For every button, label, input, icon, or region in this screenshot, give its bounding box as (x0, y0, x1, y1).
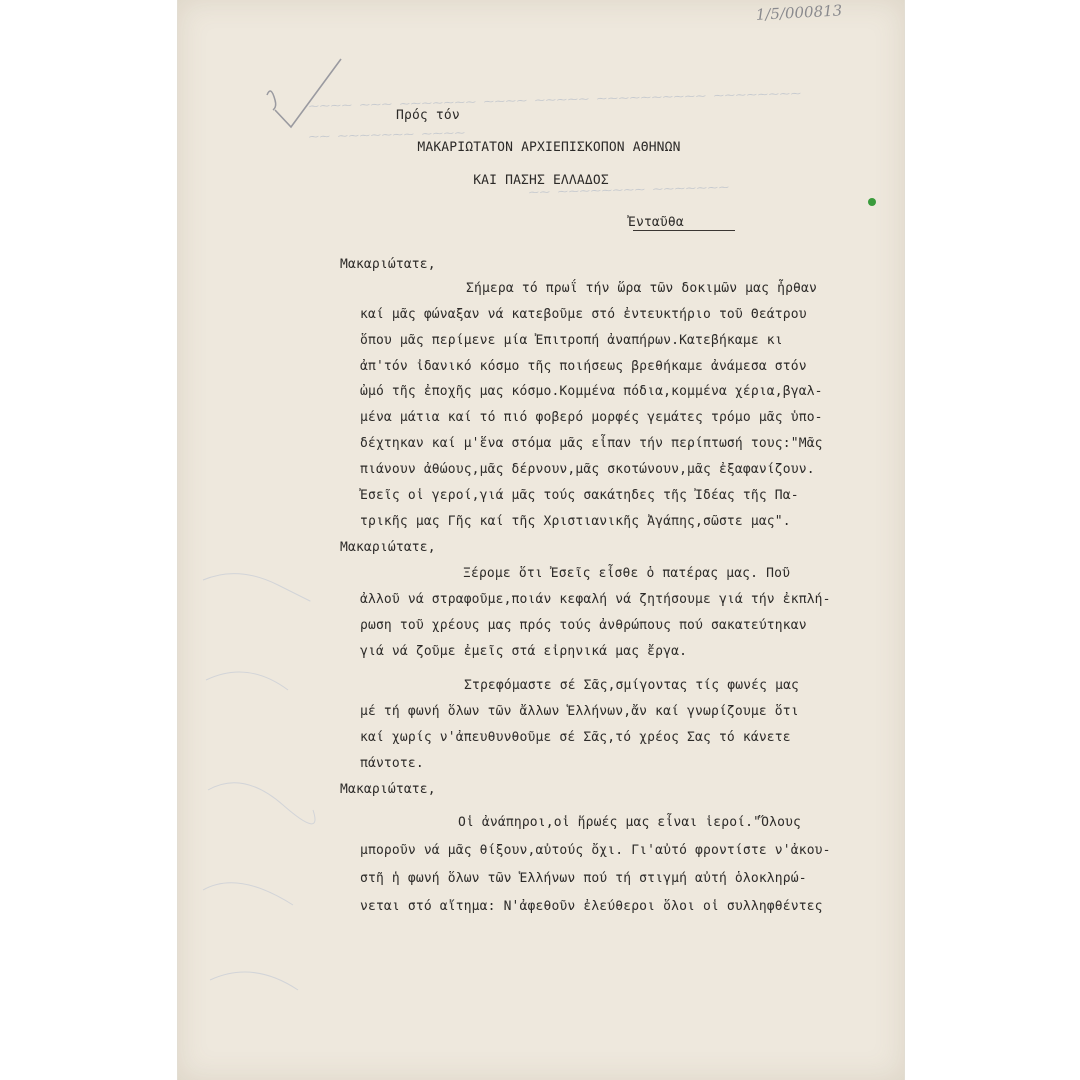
addressee-to: Πρός τόν (396, 108, 460, 123)
show-through-text: ⁓⁓⁓⁓ ⁓⁓⁓ ⁓⁓⁓⁓⁓⁓⁓ ⁓⁓⁓⁓ ⁓⁓⁓⁓⁓ ⁓⁓⁓⁓⁓⁓⁓⁓⁓⁓ ⁓⁓⁓⁓⁓⁓⁓⁓ (307, 88, 802, 113)
green-dot-mark (868, 198, 876, 206)
text-line: μποροῦν νά μᾶς θίξουν,αὐτούς ὄχι. Γι'αὐτό φροντίστε ν'ἀκου- (360, 843, 831, 858)
text-line: τρικῆς μας Γῆς καί τῆς Χριστιανικῆς Ἀγάπης,σῶστε μας". (360, 514, 791, 529)
text-line: νεται στό αἴτημα: Ν'ἀφεθοῦν ἐλεύθεροι ὅλοι οἱ συλληφθέντες (360, 899, 823, 914)
text-line: Ἐσεῖς οἱ γεροί,γιά μᾶς τούς σακάτηδες τῆς Ἰδέας τῆς Πα- (360, 488, 799, 503)
show-through-text: ⁓⁓ ⁓⁓⁓⁓⁓⁓⁓⁓ ⁓⁓⁓⁓⁓⁓⁓ (527, 182, 730, 199)
text-line: μένα μάτια καί τό πιό φοβερό μορφές γεμάτες τρόμο μᾶς ὑπο- (360, 410, 823, 425)
text-line: Οἱ ἀνάπηροι,οἱ ἥρωές μας εἶναι ἱεροί."Ὅλους (458, 815, 801, 830)
pencil-check-mark-icon (263, 55, 353, 135)
salutation: Μακαριώτατε, (340, 257, 436, 272)
archive-number (755, 0, 866, 35)
text-line: ὅπου μᾶς περίμενε μία Ἐπιτροπή ἀναπήρων.Κατεβήκαμε κι (360, 333, 783, 348)
text-line: Ξέρομε ὅτι Ἐσεῖς εἶσθε ὁ πατέρας μας. Ποῦ (463, 566, 791, 581)
salutation: Μακαριώτατε, (340, 782, 436, 797)
letter-page (178, 0, 904, 1080)
text-line: Σήμερα τό πρωΐ τήν ὥρα τῶν δοκιμῶν μας ἦρθαν (466, 281, 817, 296)
text-line: πάντοτε. (360, 756, 424, 771)
text-line: γιά νά ζοῦμε ἐμεῖς στά εἰρηνικά μας ἔργα. (360, 644, 688, 659)
margin-scribbles (198, 560, 318, 1020)
text-line: καί μᾶς φώναξαν νά κατεβοῦμε στό ἐντευκτήριο τοῦ Θεάτρου (360, 307, 807, 322)
place-underline (633, 230, 735, 231)
salutation: Μακαριώτατε, (340, 540, 436, 555)
text-line: πιάνουν ἀθώους,μᾶς δέρνουν,μᾶς σκοτώνουν,μᾶς ἐξαφανίζουν. (360, 462, 815, 477)
addressee-place: Ἐνταῦθα (628, 215, 684, 230)
addressee-line-2: ΚΑΙ ΠΑΣΗΣ ΕΛΛΑΔΟΣ (473, 173, 609, 188)
archive-number-text: 1/5/000813 (755, 1, 843, 24)
addressee-line-1: ΜΑΚΑΡΙΩΤΑΤΟΝ ΑΡΧΙΕΠΙΣΚΟΠΟΝ ΑΘΗΝΩΝ (417, 140, 681, 155)
text-line: στῆ ἡ φωνή ὅλων τῶν Ἑλλήνων πού τή στιγμή αὐτή ὁλοκληρώ- (360, 871, 807, 886)
text-line: μέ τή φωνή ὅλων τῶν ἄλλων Ἑλλήνων,ἄν καί γνωρίζουμε ὅτι (360, 704, 799, 719)
show-through-text: ⁓⁓ ⁓⁓⁓⁓⁓⁓⁓ ⁓⁓⁓⁓ (307, 127, 466, 144)
text-line: ρωση τοῦ χρέους μας πρός τούς ἀνθρώπους πού σακατεύτηκαν (360, 618, 807, 633)
text-line: Στρεφόμαστε σέ Σᾶς,σμίγοντας τίς φωνές μας (464, 678, 800, 693)
text-line: ἀπ'τόν ἰδανικό κόσμο τῆς ποιήσεως βρεθήκαμε ἀνάμεσα στόν (360, 359, 807, 374)
text-line: ὠμό τῆς ἐποχῆς μας κόσμο.Κομμένα πόδια,κομμένα χέρια,βγαλ- (360, 384, 823, 399)
text-line: δέχτηκαν καί μ'ἕνα στόμα μᾶς εἶπαν τήν περίπτωσή τους:"Μᾶς (360, 436, 823, 451)
text-line: ἀλλοῦ νά στραφοῦμε,ποιάν κεφαλή νά ζητήσουμε γιά τήν ἐκπλή- (360, 592, 831, 607)
text-line: καί χωρίς ν'ἀπευθυνθοῦμε σέ Σᾶς,τό χρέος Σας τό κάνετε (360, 730, 791, 745)
